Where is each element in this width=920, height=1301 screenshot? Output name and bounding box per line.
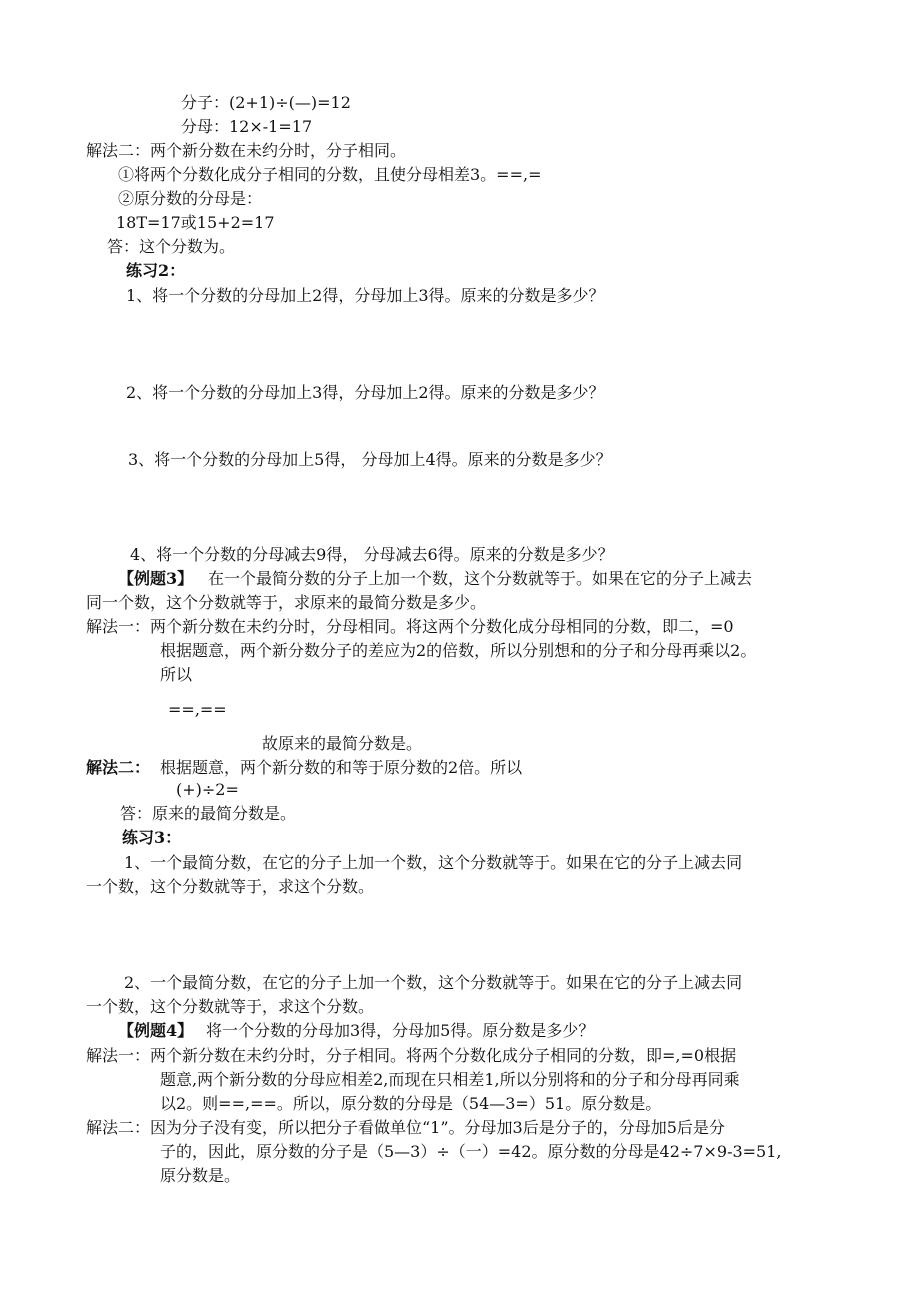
text-line: 根据题意，两个新分数的和等于原分数的2倍。所以 <box>160 758 523 777</box>
text-line: 分母：12×-1=17 <box>181 117 313 136</box>
text-line: 子的，因此，原分数的分子是（5—3）÷（一）=42。原分数的分母是42÷7×9-3=51, <box>160 1142 782 1161</box>
example-label: 【例题3】 <box>118 569 194 588</box>
text-line: 答：原来的最简分数是。 <box>120 804 297 823</box>
exercise-question: 2、将一个分数的分母加上3得，分母加上2得。原来的分数是多少？ <box>126 383 605 402</box>
text-line: 所以 <box>160 665 193 684</box>
text-line: 答：这个分数为。 <box>107 237 236 256</box>
exercise-question: 3、将一个分数的分母加上5得， 分母加上4得。原来的分数是多少？ <box>128 450 612 469</box>
exercise-question: 1、一个最简分数，在它的分子上加一个数，这个分数就等于。如果在它的分子上减去同 <box>124 853 743 872</box>
exercise-question: 一个数，这个分数就等于，求这个分数。 <box>86 997 375 1016</box>
text-line: (+)÷2= <box>176 780 239 799</box>
text-line: ==,== <box>168 700 227 719</box>
solution-label: 解法二： <box>86 758 151 777</box>
section-heading: 练习2： <box>126 261 186 280</box>
text-line: 将一个分数的分母加3得，分母加5得。原分数是多少？ <box>206 1021 595 1040</box>
text-line: 故原来的最简分数是。 <box>262 734 423 753</box>
text-line: 原分数是。 <box>160 1166 241 1185</box>
section-heading: 练习3： <box>122 828 182 847</box>
example-label: 【例题4】 <box>118 1021 194 1040</box>
exercise-question: 1、将一个分数的分母加上2得，分母加上3得。原来的分数是多少？ <box>126 286 605 305</box>
exercise-question: 4、将一个分数的分母减去9得， 分母减去6得。原来的分数是多少？ <box>130 545 614 564</box>
text-line: 解法一：两个新分数在未约分时，分母相同。将这两个分数化成分母相同的分数，即二，=0 <box>86 617 734 636</box>
text-line: 同一个数，这个分数就等于，求原来的最简分数是多少。 <box>86 593 487 612</box>
text-line: 根据题意，两个新分数分子的差应为2的倍数，所以分别想和的分子和分母再乘以2。 <box>160 641 757 660</box>
text-line: 解法二：因为分子没有变，所以把分子看做单位“1”。分母加3后是分子的，分母加5后是分 <box>86 1118 725 1137</box>
exercise-question: 一个数，这个分数就等于，求这个分数。 <box>86 877 375 896</box>
text-line: 在一个最简分数的分子上加一个数，这个分数就等于。如果在它的分子上减去 <box>208 569 753 588</box>
text-line: 解法二：两个新分数在未约分时，分子相同。 <box>86 141 407 160</box>
text-line: 18T=17或15+2=17 <box>116 213 275 232</box>
exercise-question: 2、一个最简分数，在它的分子上加一个数，这个分数就等于。如果在它的分子上减去同 <box>124 973 743 992</box>
text-line: 解法一：两个新分数在未约分时，分子相同。将两个分数化成分子相同的分数，即=,=0根据 <box>86 1046 737 1065</box>
text-line: 题意,两个新分数的分母应相差2,而现在只相差1,所以分别将和的分子和分母再同乘 <box>160 1070 740 1089</box>
text-line: ①将两个分数化成分子相同的分数，且使分母相差3。==,= <box>118 165 542 184</box>
text-line: ②原分数的分母是： <box>118 189 263 208</box>
text-line: 以2。则==,==。所以，原分数的分母是（54—3=）51。原分数是。 <box>160 1094 662 1113</box>
text-line: 分子：(2+1)÷(—)=12 <box>181 93 351 112</box>
